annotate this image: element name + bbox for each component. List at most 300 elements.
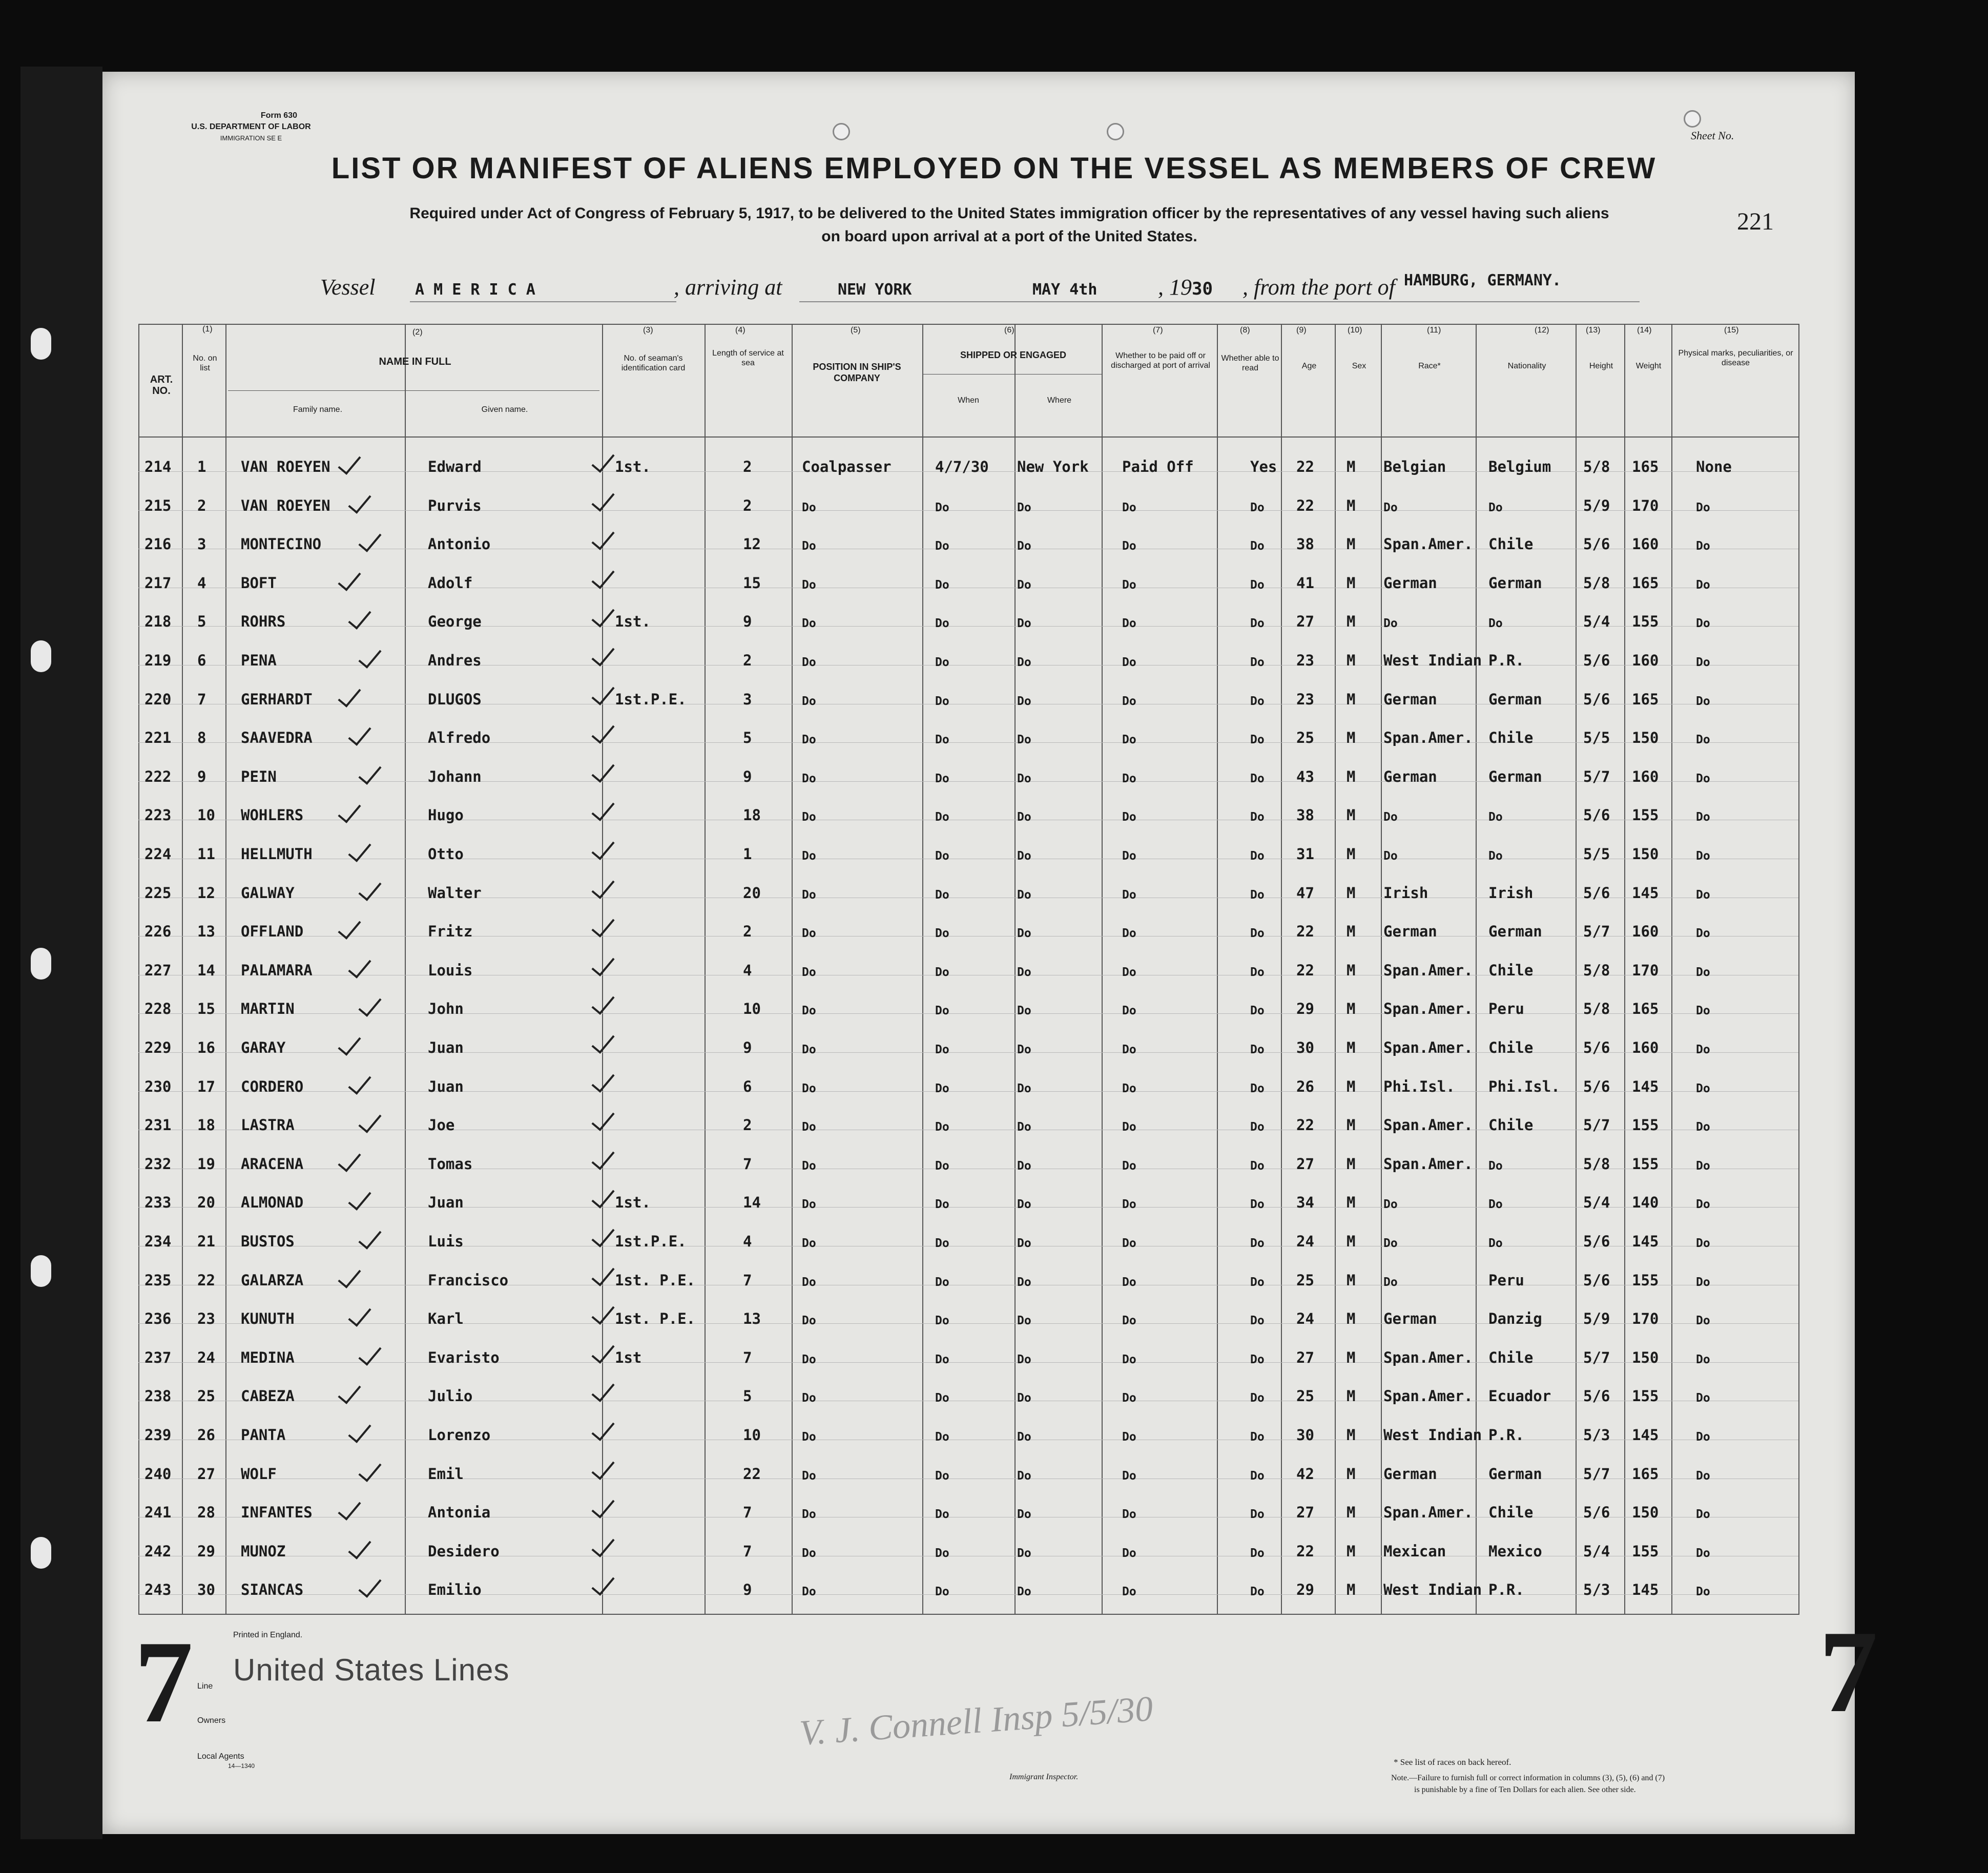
- sex-cell: M: [1347, 458, 1356, 475]
- col-num-6: (6): [1004, 326, 1014, 335]
- nationality-cell: Chile: [1488, 1116, 1534, 1134]
- art-number-cell: 234: [144, 1233, 172, 1250]
- given-name-cell: Francisco: [428, 1271, 509, 1289]
- weight-cell: 155: [1632, 806, 1659, 824]
- given-name-cell: Juan: [428, 1077, 464, 1095]
- family-name-cell: PEIN: [241, 767, 277, 785]
- age-cell: 27: [1296, 1504, 1314, 1522]
- given-name-cell: Purvis: [428, 496, 482, 514]
- departure-port: HAMBURG, GERMANY.: [1404, 272, 1562, 289]
- family-name-cell: PENA: [241, 652, 277, 669]
- nationality-cell: Do: [1488, 617, 1503, 631]
- shipped-when-cell: Do: [935, 694, 949, 708]
- physical-marks-cell: None: [1696, 458, 1732, 475]
- family-name-cell: HELLMUTH: [241, 845, 313, 863]
- arriving-label: , arriving at: [674, 275, 782, 300]
- nationality-cell: Mexico: [1488, 1542, 1542, 1560]
- nationality-cell: Do: [1488, 1159, 1503, 1173]
- shipped-where-cell: Do: [1017, 1546, 1031, 1560]
- paid-off-cell: Do: [1122, 772, 1136, 785]
- art-number-cell: 223: [144, 806, 172, 824]
- table-row: [0, 1113, 1988, 1149]
- col-num-2: (2): [412, 328, 423, 337]
- able-to-read-cell: Do: [1250, 1275, 1265, 1289]
- vessel-underline: [410, 301, 676, 302]
- nationality-cell: Do: [1488, 501, 1503, 514]
- family-name-cell: BOFT: [241, 574, 277, 592]
- family-name-cell: WOHLERS: [241, 806, 304, 824]
- line-label: Line: [197, 1682, 213, 1691]
- sex-cell: M: [1347, 690, 1356, 708]
- position-cell: Coalpasser: [802, 458, 892, 475]
- given-name-cell: Louis: [428, 961, 473, 979]
- position-cell: Do: [802, 578, 816, 592]
- year-value: 30: [1192, 279, 1213, 299]
- family-name-cell: GERHARDT: [241, 690, 313, 708]
- printed-in: Printed in England.: [233, 1631, 303, 1639]
- nationality-cell: Do: [1488, 1237, 1503, 1250]
- position-cell: Do: [802, 1314, 816, 1328]
- shipped-where-cell: Do: [1017, 656, 1031, 669]
- physical-marks-cell: Do: [1696, 1275, 1710, 1289]
- nationality-cell: P.R.: [1488, 1581, 1524, 1599]
- height-cell: 5/9: [1583, 1310, 1610, 1328]
- header-race: Race*: [1418, 362, 1441, 370]
- length-of-service-cell: 7: [743, 1542, 752, 1560]
- list-number-cell: 24: [197, 1348, 215, 1366]
- list-number-cell: 1: [197, 458, 206, 475]
- header-able-read: Whether able to read: [1221, 354, 1279, 372]
- col-num-8: (8): [1240, 326, 1250, 335]
- shipped-where-cell: Do: [1017, 1275, 1031, 1289]
- length-of-service-cell: 4: [743, 961, 752, 979]
- able-to-read-cell: Do: [1250, 1120, 1265, 1134]
- shipped-when-cell: Do: [935, 539, 949, 553]
- given-name-cell: Antonia: [428, 1504, 491, 1522]
- nationality-cell: Peru: [1488, 1000, 1524, 1018]
- table-row: [0, 803, 1988, 839]
- header-given-name: Given name.: [481, 405, 528, 414]
- col-num-11: (11): [1427, 326, 1441, 335]
- race-cell: Do: [1383, 501, 1398, 514]
- weight-cell: 170: [1632, 1310, 1659, 1328]
- subtitle-line-2: on board upon arrival at a port of the United States.: [821, 228, 1197, 245]
- nationality-cell: Chile: [1488, 1504, 1534, 1522]
- shipped-where-cell: Do: [1017, 539, 1031, 553]
- length-of-service-cell: 15: [743, 574, 761, 592]
- shipped-when-cell: Do: [935, 1469, 949, 1483]
- shipped-where-cell: Do: [1017, 810, 1031, 824]
- able-to-read-cell: Do: [1250, 927, 1265, 941]
- weight-cell: 145: [1632, 1426, 1659, 1444]
- family-name-cell: ALMONAD: [241, 1194, 304, 1212]
- shipped-when-cell: Do: [935, 617, 949, 631]
- shipped-when-cell: Do: [935, 1275, 949, 1289]
- shipped-when-cell: 4/7/30: [935, 458, 989, 475]
- list-number-cell: 7: [197, 690, 206, 708]
- height-cell: 5/6: [1583, 652, 1610, 669]
- list-number-cell: 25: [197, 1387, 215, 1405]
- header-family-name: Family name.: [293, 405, 343, 414]
- id-card-cell: 1st.P.E.: [615, 690, 687, 708]
- header-length-service: Length of service at sea: [712, 349, 784, 367]
- shipped-where-cell: Do: [1017, 965, 1031, 979]
- length-of-service-cell: 10: [743, 1426, 761, 1444]
- sex-cell: M: [1347, 1271, 1356, 1289]
- paid-off-cell: Do: [1122, 1430, 1136, 1444]
- weight-cell: 145: [1632, 1581, 1659, 1599]
- age-cell: 22: [1296, 923, 1314, 941]
- list-number-cell: 23: [197, 1310, 215, 1328]
- physical-marks-cell: Do: [1696, 849, 1710, 863]
- age-cell: 43: [1296, 767, 1314, 785]
- id-card-cell: 1st. P.E.: [615, 1310, 696, 1328]
- table-top-rule: [138, 324, 1798, 325]
- able-to-read-cell: Do: [1250, 1508, 1265, 1522]
- physical-marks-cell: Do: [1696, 810, 1710, 824]
- length-of-service-cell: 7: [743, 1155, 752, 1173]
- list-number-cell: 2: [197, 496, 206, 514]
- header-position: POSITION IN SHIP'S COMPANY: [813, 362, 901, 383]
- paid-off-cell: Do: [1122, 810, 1136, 824]
- given-name-cell: Antonio: [428, 535, 491, 553]
- family-name-cell: MONTECINO: [241, 535, 322, 553]
- art-number-cell: 227: [144, 961, 172, 979]
- table-row: [0, 1191, 1988, 1226]
- table-row: [0, 571, 1988, 607]
- table-row: [0, 610, 1988, 646]
- col-num-9: (9): [1296, 326, 1307, 335]
- length-of-service-cell: 9: [743, 1039, 752, 1056]
- length-of-service-cell: 9: [743, 767, 752, 785]
- weight-cell: 145: [1632, 1233, 1659, 1250]
- physical-marks-cell: Do: [1696, 656, 1710, 669]
- height-cell: 5/8: [1583, 1000, 1610, 1018]
- paid-off-cell: Do: [1122, 1198, 1136, 1212]
- sex-cell: M: [1347, 923, 1356, 941]
- art-number-cell: 218: [144, 613, 172, 631]
- able-to-read-cell: Do: [1250, 772, 1265, 785]
- table-row: [0, 494, 1988, 530]
- inspector-label: Immigrant Inspector.: [1009, 1773, 1079, 1781]
- sheet-number-left: 7: [134, 1616, 193, 1747]
- owners-label: Owners: [197, 1716, 226, 1725]
- shipped-where-cell: Do: [1017, 1469, 1031, 1483]
- position-cell: Do: [802, 1043, 816, 1056]
- nationality-cell: German: [1488, 923, 1542, 941]
- paid-off-cell: Do: [1122, 1043, 1136, 1056]
- table-row: [0, 455, 1988, 491]
- year-prefix: , 19: [1158, 275, 1192, 300]
- position-cell: Do: [802, 1004, 816, 1018]
- physical-marks-cell: Do: [1696, 1391, 1710, 1405]
- table-row: [0, 920, 1988, 955]
- weight-cell: 145: [1632, 884, 1659, 902]
- list-number-cell: 8: [197, 729, 206, 747]
- col-num-1: (1): [202, 325, 213, 334]
- race-cell: Span.Amer.: [1383, 961, 1473, 979]
- given-name-cell: Joe: [428, 1116, 455, 1134]
- paid-off-cell: Do: [1122, 965, 1136, 979]
- length-of-service-cell: 9: [743, 613, 752, 631]
- shipped-when-cell: Do: [935, 772, 949, 785]
- height-cell: 5/7: [1583, 1116, 1610, 1134]
- name-subheader-rule: [228, 390, 599, 391]
- shipped-where-cell: Do: [1017, 1585, 1031, 1599]
- sex-cell: M: [1347, 961, 1356, 979]
- header-physical: Physical marks, peculiarities, or disease: [1678, 349, 1793, 367]
- given-name-cell: Alfredo: [428, 729, 491, 747]
- position-cell: Do: [802, 772, 816, 785]
- height-cell: 5/3: [1583, 1426, 1610, 1444]
- height-cell: 5/7: [1583, 923, 1610, 941]
- physical-marks-cell: Do: [1696, 1508, 1710, 1522]
- race-cell: Do: [1383, 1237, 1398, 1250]
- shipped-where-cell: Do: [1017, 1314, 1031, 1328]
- shipped-where-cell: Do: [1017, 1043, 1031, 1056]
- id-card-cell: 1st.: [615, 1194, 651, 1212]
- physical-marks-cell: Do: [1696, 1314, 1710, 1328]
- given-name-cell: Desidero: [428, 1542, 500, 1560]
- art-number-cell: 241: [144, 1504, 172, 1522]
- age-cell: 25: [1296, 729, 1314, 747]
- art-number-cell: 228: [144, 1000, 172, 1018]
- weight-cell: 155: [1632, 613, 1659, 631]
- header-when: When: [958, 396, 979, 405]
- able-to-read-cell: Do: [1250, 1391, 1265, 1405]
- shipped-where-cell: Do: [1017, 694, 1031, 708]
- race-cell: Do: [1383, 1198, 1398, 1212]
- length-of-service-cell: 2: [743, 923, 752, 941]
- art-number-cell: 233: [144, 1194, 172, 1212]
- position-cell: Do: [802, 656, 816, 669]
- art-number-cell: 235: [144, 1271, 172, 1289]
- age-cell: 31: [1296, 845, 1314, 863]
- length-of-service-cell: 10: [743, 1000, 761, 1018]
- paid-off-cell: Do: [1122, 1469, 1136, 1483]
- race-cell: Span.Amer.: [1383, 1116, 1473, 1134]
- position-cell: Do: [802, 1546, 816, 1560]
- sex-cell: M: [1347, 1194, 1356, 1212]
- race-cell: Span.Amer.: [1383, 1387, 1473, 1405]
- list-number-cell: 10: [197, 806, 215, 824]
- able-to-read-cell: Do: [1250, 733, 1265, 747]
- art-number-cell: 242: [144, 1542, 172, 1560]
- able-to-read-cell: Do: [1250, 1585, 1265, 1599]
- header-height: Height: [1589, 362, 1613, 370]
- physical-marks-cell: Do: [1696, 1352, 1710, 1366]
- weight-cell: 170: [1632, 496, 1659, 514]
- family-name-cell: GARAY: [241, 1039, 286, 1056]
- col-num-13: (13): [1586, 326, 1601, 335]
- table-row: [0, 959, 1988, 994]
- height-cell: 5/6: [1583, 1233, 1610, 1250]
- id-card-cell: 1st.P.E.: [615, 1233, 687, 1250]
- given-name-cell: John: [428, 1000, 464, 1018]
- agents-code: 14—1340: [228, 1762, 255, 1770]
- race-cell: Mexican: [1383, 1542, 1446, 1560]
- paid-off-cell: Do: [1122, 617, 1136, 631]
- given-name-cell: Evaristo: [428, 1348, 500, 1366]
- shipped-when-cell: Do: [935, 501, 949, 514]
- list-number-cell: 28: [197, 1504, 215, 1522]
- col-num-4: (4): [735, 326, 745, 335]
- nationality-cell: Ecuador: [1488, 1387, 1551, 1405]
- shipped-where-cell: Do: [1017, 888, 1031, 902]
- page-number: 221: [1737, 208, 1774, 235]
- shipped-when-cell: Do: [935, 810, 949, 824]
- given-name-cell: Tomas: [428, 1155, 473, 1173]
- note-races: * See list of races on back hereof.: [1394, 1757, 1511, 1767]
- art-number-cell: 224: [144, 845, 172, 863]
- col-num-15: (15): [1724, 326, 1739, 335]
- list-number-cell: 15: [197, 1000, 215, 1018]
- shipped-when-cell: Do: [935, 1585, 949, 1599]
- nationality-cell: Chile: [1488, 1039, 1534, 1056]
- paid-off-cell: Do: [1122, 927, 1136, 941]
- form-header: [174, 110, 328, 144]
- physical-marks-cell: Do: [1696, 578, 1710, 592]
- sex-cell: M: [1347, 1039, 1356, 1056]
- arrival-date: MAY 4th: [1032, 281, 1097, 299]
- id-card-cell: 1st: [615, 1348, 642, 1366]
- header-bottom-rule: [138, 436, 1798, 438]
- list-number-cell: 20: [197, 1194, 215, 1212]
- table-row: [0, 1539, 1988, 1575]
- list-number-cell: 9: [197, 767, 206, 785]
- age-cell: 47: [1296, 884, 1314, 902]
- art-number-cell: 237: [144, 1348, 172, 1366]
- punch-hole: [1684, 110, 1701, 128]
- height-cell: 5/8: [1583, 961, 1610, 979]
- nationality-cell: Chile: [1488, 1348, 1534, 1366]
- table-row: [0, 1075, 1988, 1111]
- length-of-service-cell: 9: [743, 1581, 752, 1599]
- shipped-when-cell: Do: [935, 1159, 949, 1173]
- list-number-cell: 5: [197, 613, 206, 631]
- position-cell: Do: [802, 1508, 816, 1522]
- physical-marks-cell: Do: [1696, 1237, 1710, 1250]
- able-to-read-cell: Do: [1250, 501, 1265, 514]
- position-cell: Do: [802, 1585, 816, 1599]
- given-name-cell: Juan: [428, 1194, 464, 1212]
- sex-cell: M: [1347, 806, 1356, 824]
- weight-cell: 155: [1632, 1271, 1659, 1289]
- family-name-cell: GALWAY: [241, 884, 295, 902]
- col-num-12: (12): [1535, 326, 1549, 335]
- sex-cell: M: [1347, 535, 1356, 553]
- age-cell: 22: [1296, 496, 1314, 514]
- position-cell: Do: [802, 1391, 816, 1405]
- able-to-read-cell: Do: [1250, 888, 1265, 902]
- able-to-read-cell: Do: [1250, 1314, 1265, 1328]
- family-name-cell: OFFLAND: [241, 923, 304, 941]
- position-cell: Do: [802, 927, 816, 941]
- nationality-cell: Irish: [1488, 884, 1534, 902]
- physical-marks-cell: Do: [1696, 1159, 1710, 1173]
- length-of-service-cell: 6: [743, 1077, 752, 1095]
- height-cell: 5/5: [1583, 729, 1610, 747]
- sex-cell: M: [1347, 1465, 1356, 1483]
- weight-cell: 155: [1632, 1542, 1659, 1560]
- nationality-cell: German: [1488, 690, 1542, 708]
- col-num-14: (14): [1637, 326, 1652, 335]
- art-number-cell: 239: [144, 1426, 172, 1444]
- table-row: [0, 532, 1988, 568]
- shipped-where-cell: Do: [1017, 1508, 1031, 1522]
- position-cell: Do: [802, 501, 816, 514]
- able-to-read-cell: Do: [1250, 1043, 1265, 1056]
- family-name-cell: PALAMARA: [241, 961, 313, 979]
- length-of-service-cell: 12: [743, 535, 761, 553]
- sex-cell: M: [1347, 767, 1356, 785]
- weight-cell: 155: [1632, 1387, 1659, 1405]
- physical-marks-cell: Do: [1696, 1469, 1710, 1483]
- table-row: [0, 1036, 1988, 1072]
- family-name-cell: ARACENA: [241, 1155, 304, 1173]
- punch-hole: [1107, 123, 1124, 140]
- race-cell: Span.Amer.: [1383, 1504, 1473, 1522]
- race-cell: Span.Amer.: [1383, 1039, 1473, 1056]
- shipped-when-cell: Do: [935, 578, 949, 592]
- header-name-in-full: NAME IN FULL: [379, 356, 451, 367]
- paid-off-cell: Do: [1122, 849, 1136, 863]
- given-name-cell: Emilio: [428, 1581, 482, 1599]
- nationality-cell: German: [1488, 574, 1542, 592]
- family-name-cell: VAN ROEYEN: [241, 496, 330, 514]
- weight-cell: 145: [1632, 1077, 1659, 1095]
- nationality-cell: P.R.: [1488, 652, 1524, 669]
- shipped-where-cell: Do: [1017, 733, 1031, 747]
- height-cell: 5/8: [1583, 574, 1610, 592]
- race-cell: German: [1383, 1310, 1437, 1328]
- race-cell: Irish: [1383, 884, 1428, 902]
- position-cell: Do: [802, 1430, 816, 1444]
- height-cell: 5/4: [1583, 613, 1610, 631]
- nationality-cell: Do: [1488, 1198, 1503, 1212]
- age-cell: 30: [1296, 1039, 1314, 1056]
- race-cell: Do: [1383, 1275, 1398, 1289]
- family-name-cell: INFANTES: [241, 1504, 313, 1522]
- race-cell: Do: [1383, 617, 1398, 631]
- table-row: [0, 1578, 1988, 1614]
- position-cell: Do: [802, 539, 816, 553]
- able-to-read-cell: Do: [1250, 849, 1265, 863]
- list-number-cell: 14: [197, 961, 215, 979]
- shipped-where-cell: Do: [1017, 1004, 1031, 1018]
- age-cell: 38: [1296, 806, 1314, 824]
- table-row: [0, 649, 1988, 684]
- physical-marks-cell: Do: [1696, 1081, 1710, 1095]
- paid-off-cell: Do: [1122, 539, 1136, 553]
- art-number-cell: 221: [144, 729, 172, 747]
- race-cell: Belgian: [1383, 458, 1446, 475]
- shipped-where-cell: Do: [1017, 578, 1031, 592]
- given-name-cell: Luis: [428, 1233, 464, 1250]
- art-number-cell: 232: [144, 1155, 172, 1173]
- header-shipped: SHIPPED OR ENGAGED: [960, 350, 1067, 360]
- family-name-cell: PANTA: [241, 1426, 286, 1444]
- table-row: [0, 881, 1988, 917]
- given-name-cell: Fritz: [428, 923, 473, 941]
- weight-cell: 150: [1632, 729, 1659, 747]
- sheet-number-right: 7: [1819, 1606, 1878, 1737]
- list-number-cell: 26: [197, 1426, 215, 1444]
- table-row: [0, 765, 1988, 801]
- col-num-10: (10): [1348, 326, 1362, 335]
- art-number-cell: 236: [144, 1310, 172, 1328]
- age-cell: 22: [1296, 458, 1314, 475]
